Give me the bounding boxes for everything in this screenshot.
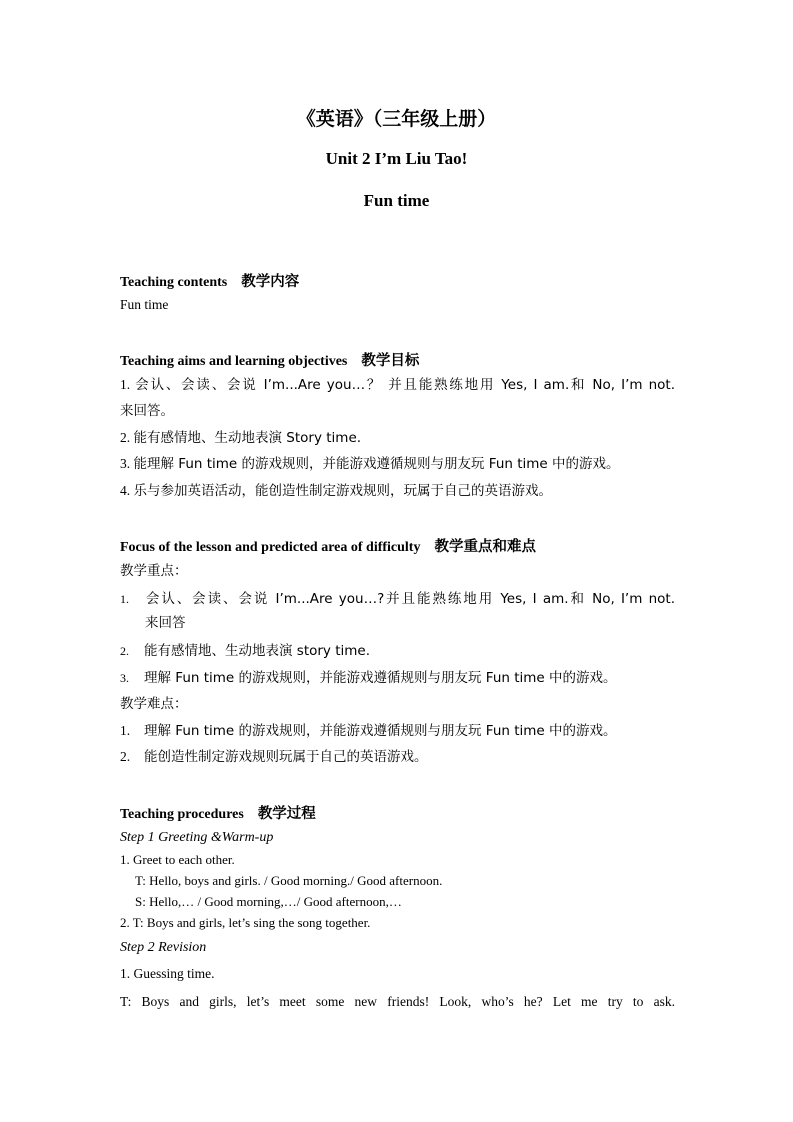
item-text: 理解 Fun time 的游戏规则，并能游戏遵循规则与朋友玩 Fun time 中的游戏。 [144, 670, 617, 686]
step-2-heading: Step 2 Revision [120, 940, 207, 955]
heading-cn: 教学过程 [257, 806, 316, 822]
aim-item-2 [120, 428, 361, 448]
heading-en: Teaching contents [120, 275, 228, 290]
item-text: 能创造性制定游戏规则玩属于自己的英语游戏。 [144, 749, 428, 765]
item-text: 理解 Fun time 的游戏规则，并能游戏遵循规则与朋友玩 Fun time 中的游戏。 [144, 723, 617, 739]
item-text: 能有感情地、生动地表演 Story time. [133, 430, 362, 446]
topic-title: Fun time [363, 191, 430, 210]
step-2-line: 1. Guessing time. [120, 966, 215, 981]
heading-en: Teaching procedures [120, 807, 244, 822]
heading-cn: 教学内容 [241, 274, 300, 290]
heading-cn: 教学目标 [361, 353, 420, 369]
difficult-item-2 [120, 747, 428, 767]
item-text: 能理解 Fun time 的游戏规则，并能游戏遵循规则与朋友玩 Fun time 中的游戏。 [133, 456, 620, 472]
section-heading-procedures [120, 802, 316, 823]
aim-item-4 [120, 481, 552, 501]
step-1-heading: Step 1 Greeting &Warm-up [120, 830, 274, 845]
contents-text: Fun time [120, 297, 169, 312]
item-number: 3. [120, 671, 129, 685]
key-points-label: 教学重点： [120, 563, 188, 579]
item-text: 能有感情地、生动地表演 story time. [144, 643, 370, 659]
heading-cn: 教学重点和难点 [434, 539, 536, 555]
item-number: 3. [120, 456, 131, 471]
step-1-line: T: Hello, boys and girls. / Good morning./ Good afternoon. [135, 873, 443, 888]
item-text: 会认、会读、会说 I’m...Are you…？ 并且能熟练地用 Yes, I am.和 No, I’m not. [135, 377, 676, 393]
section-heading-aims [120, 349, 419, 370]
aim-item-3 [120, 454, 620, 474]
section-heading-contents [120, 270, 299, 291]
key-item-3 [120, 668, 617, 688]
item-number: 2. [120, 749, 131, 764]
document-title: 《英语》（三年级上册） [296, 108, 497, 130]
step-1-line: 2. T: Boys and girls, let’s sing the song together. [120, 915, 371, 930]
key-item-1-cont: 来回答 [145, 615, 186, 631]
step-2-line: T: Boys and girls, let’s meet some new friends! Look, who’s he? Let me try to ask. [120, 994, 675, 1009]
item-number: 2. [120, 644, 129, 658]
step-1-line: S: Hello,… / Good morning,…/ Good afternoon,… [135, 894, 402, 909]
difficult-item-1 [120, 721, 617, 741]
item-number: 1. [120, 592, 129, 606]
heading-en: Focus of the lesson and predicted area of difficulty [120, 540, 421, 555]
item-number: 1. [120, 723, 131, 738]
aim-item-1-cont: 来回答。 [120, 403, 174, 419]
heading-en: Teaching aims and learning objectives [120, 354, 348, 369]
key-item-1 [120, 589, 675, 609]
item-number: 4. [120, 483, 131, 498]
aim-item-1 [120, 375, 675, 395]
item-number: 1. [120, 377, 131, 392]
unit-title: Unit 2 I’m Liu Tao! [325, 149, 468, 168]
item-text: 会认、会读、会说 I’m...Are you…?并且能熟练地用 Yes, I am.和 No, I’m not. [144, 591, 675, 607]
item-number: 2. [120, 430, 131, 445]
item-text: 乐与参加英语活动，能创造性制定游戏规则，玩属于自己的英语游戏。 [133, 483, 552, 499]
step-1-line: 1. Greet to each other. [120, 852, 235, 867]
section-heading-focus [120, 535, 536, 556]
key-item-2 [120, 641, 370, 661]
difficult-points-label: 教学难点： [120, 696, 188, 712]
